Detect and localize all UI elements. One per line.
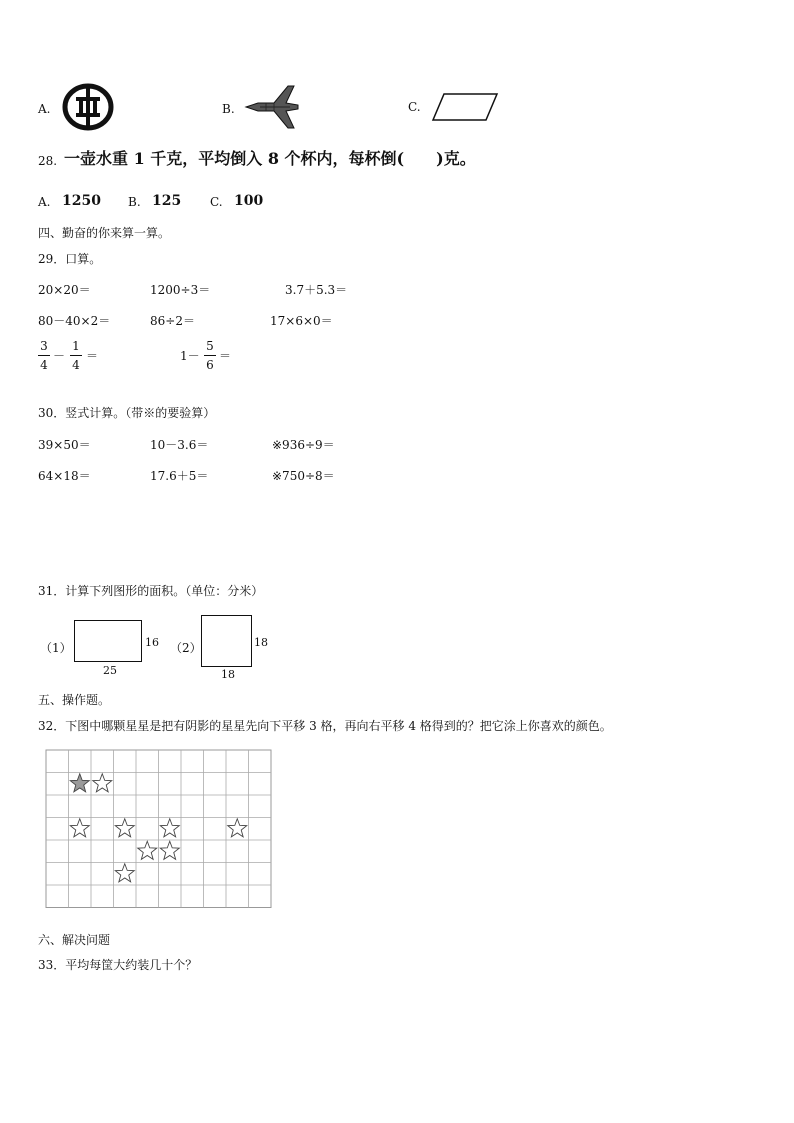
q29-fraction2-lead: 1－ [180, 349, 200, 363]
star-icon[interactable] [93, 774, 112, 792]
fraction-numerator: 1 [72, 339, 80, 353]
q31-fig1-width: 25 [103, 664, 117, 677]
q29-fraction2 [204, 339, 216, 372]
q33-title: 33．平均每筐大约装几十个？ [38, 958, 198, 972]
section6-title: 六、解决问题 [38, 933, 111, 947]
q29-row1-item1: 20×20＝ [38, 283, 91, 297]
q28-question: 一壶水重 1 千克，平均倒入 8 个杯内，每杯倒( )克。 [64, 149, 476, 168]
q31-title: 31．计算下列图形的面积。（单位：分米） [38, 584, 264, 598]
q29-row2-item2: 86÷2＝ [150, 314, 195, 328]
q28-option-a-letter: A. [38, 195, 51, 209]
q28-option-c-value: 100 [234, 193, 264, 209]
fraction-denominator: 4 [72, 358, 80, 372]
q28-option-c-letter: C. [210, 195, 223, 209]
fraction-denominator: 6 [206, 358, 214, 372]
shaded-star-icon[interactable] [70, 774, 89, 792]
q31-fig2-label: （2） [170, 641, 202, 655]
q29-fraction-eq: ＝ [86, 349, 99, 363]
star-icon[interactable] [115, 864, 134, 882]
q30-title: 30．竖式计算。（带※的要验算） [38, 406, 216, 420]
square-figure-2 [201, 615, 252, 667]
q27-option-c-letter: C. [408, 100, 421, 114]
q30-row1-item3: ※936÷9＝ [272, 438, 335, 452]
q30-row1-item2: 10－3.6＝ [150, 438, 209, 452]
q29-fraction2-eq: ＝ [219, 349, 232, 363]
q30-row1-item1: 39×50＝ [38, 438, 91, 452]
fraction-numerator: 3 [40, 339, 48, 353]
star-icon[interactable] [115, 819, 134, 837]
fighter-jet-icon [244, 84, 300, 134]
q29-row2-item3: 17×6×0＝ [270, 314, 333, 328]
star-icon[interactable] [160, 819, 179, 837]
star-icon[interactable] [228, 819, 247, 837]
star-grid [44, 748, 272, 924]
q32-title: 32．下图中哪颗星星是把有阴影的星星先向下平移 3 格，再向右平移 4 格得到的？把它涂上你喜欢的颜色。 [38, 719, 612, 733]
q29-row1-item2: 1200÷3＝ [150, 283, 211, 297]
bank-logo-icon [62, 83, 114, 135]
q31-fig1-height: 16 [145, 636, 159, 649]
q28-option-a-value: 1250 [62, 193, 101, 209]
rectangle-figure-1 [74, 620, 142, 662]
q29-fraction-op: － [53, 349, 66, 363]
q29-row1-item3: 3.7＋5.3＝ [285, 283, 348, 297]
q30-row2-item3: ※750÷8＝ [272, 469, 335, 483]
fraction-numerator: 5 [206, 339, 214, 353]
q28-number [38, 150, 57, 171]
section4-title: 四、勤奋的你来算一算。 [38, 226, 171, 240]
q31-fig2-width: 18 [221, 668, 235, 681]
q29-title: 29．口算。 [38, 252, 102, 266]
q29-row2-item1: 80－40×2＝ [38, 314, 111, 328]
section5-title: 五、操作题。 [38, 693, 111, 707]
q30-row2-item1: 64×18＝ [38, 469, 91, 483]
q27-option-a-letter: A. [38, 102, 51, 116]
q30-row2-item2: 17.6＋5＝ [150, 469, 209, 483]
q27-option-b-letter: B. [222, 102, 235, 116]
star-icon[interactable] [138, 841, 157, 859]
q29-fraction-b [70, 339, 82, 372]
star-icon[interactable] [160, 841, 179, 859]
q29-fraction-a [38, 339, 50, 372]
q31-fig2-height: 18 [254, 636, 268, 649]
fraction-denominator: 4 [40, 358, 48, 372]
q28-number-text: 28. [38, 154, 58, 168]
star-grid-svg [44, 748, 272, 920]
q28-option-b-letter: B. [128, 195, 141, 209]
parallelogram-icon [430, 92, 500, 126]
q28-option-b-value: 125 [152, 193, 182, 209]
q31-fig1-label: （1） [40, 641, 72, 655]
star-icon[interactable] [70, 819, 89, 837]
